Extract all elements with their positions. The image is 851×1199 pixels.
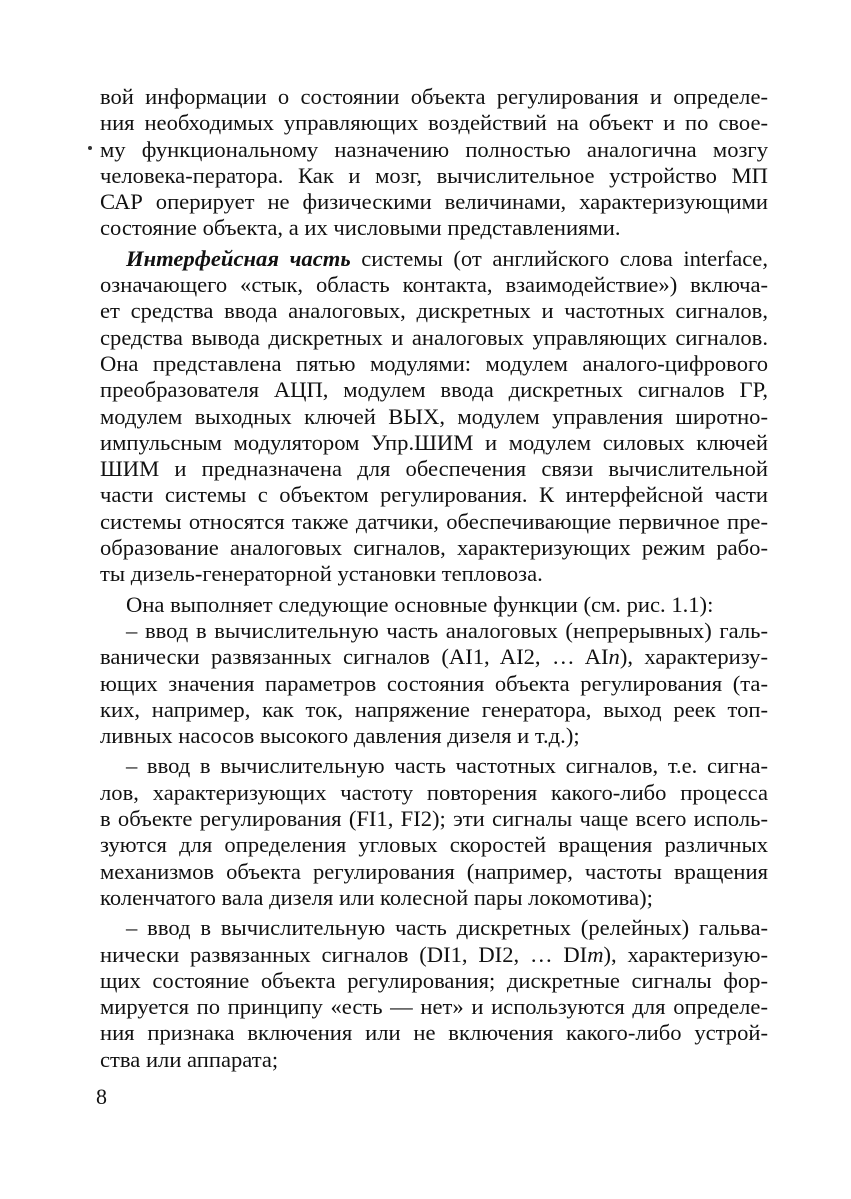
text-line: ет средства ввода аналоговых, дискретных и частотных сигналов, [100, 298, 768, 324]
text-line: системы относятся также датчики, обеспечивающие первичное пре- [100, 508, 768, 534]
text-line: ких, например, как ток, напряжение генератора, выход реек топ- [100, 696, 768, 722]
text-line: щих состояние объекта регулирования; дискретные сигналы фор- [100, 967, 768, 993]
text-line-part: нически развязанных сигналов (DI1, DI2, … DI [100, 941, 588, 967]
interface-term: Интерфейсная часть [126, 245, 351, 271]
text-line: части системы с объектом регулирования. К интерфейсной части [100, 482, 768, 508]
text-line-part: ), характеризу- [619, 644, 768, 670]
text-line: САР оперирует не физическими величинами, характеризующими [100, 189, 768, 215]
body-text [100, 84, 768, 1073]
var-n: n [608, 644, 620, 670]
text-line: Она выполняет следующие основные функции (см. рис. 1.1): [126, 591, 714, 617]
text-line: вой информации о состоянии объекта регулирования и определе- [100, 84, 768, 109]
var-m: m [587, 941, 604, 967]
text-line [100, 942, 768, 968]
text-line: коленчатого вала дизеля или колесной пары локомотива); [100, 884, 653, 910]
text-line-part: ), характеризую- [603, 941, 768, 967]
margin-dot [88, 146, 92, 150]
text-line: мируется по принципу «есть — нет» и используются для определе- [100, 994, 768, 1020]
text-line: механизмов объекта регулирования (например, частоты вращения [100, 858, 768, 884]
text-line: состояние объекта, а их числовыми представлениями. [100, 215, 621, 241]
text-line: Она представлена пятью модулями: модулем аналого-цифрового [100, 350, 768, 376]
text-line: лов, характеризующих частоту повторения какого-либо процесса [100, 779, 768, 805]
text-line: означающего «стык, область контакта, взаимодействие») включа- [100, 272, 768, 298]
text-line: средства вывода дискретных и аналоговых управляющих сигналов. [100, 324, 768, 350]
text-line: модулем выходных ключей ВЫХ, модулем управления широтно- [100, 403, 768, 429]
text-line: – ввод в вычислительную часть частотных сигналов, т.е. сигна- [126, 753, 768, 779]
text-line: – ввод в вычислительную часть дискретных (релейных) гальва- [126, 915, 768, 941]
text-line: ния необходимых управляющих воздействий на объект и по свое- [100, 110, 768, 136]
text-line: в объекте регулирования (FI1, FI2); эти сигналы чаще всего исполь- [100, 806, 768, 832]
text-line: ты дизель-генераторной установки тепловоза. [100, 561, 543, 587]
text-line: ства или аппарата; [100, 1046, 279, 1072]
text-line: импульсным модулятором Упр.ШИМ и модулем силовых ключей [100, 429, 768, 455]
text-line [100, 246, 768, 272]
text-line: зуются для определения угловых скоростей вращения различных [100, 832, 768, 858]
text-line: ющих значения параметров состояния объекта регулирования (та- [100, 670, 768, 696]
text-line: – ввод в вычислительную часть аналоговых (непрерывных) галь- [126, 617, 768, 643]
text-line: преобразователя АЦП, модулем ввода дискретных сигналов ГР, [100, 377, 768, 403]
text-line: образование аналоговых сигналов, характеризующих режим рабо- [100, 535, 768, 561]
text-line-part: ванически развязанных сигналов (AI1, AI2, … AI [100, 644, 609, 670]
text-line: му функциональному назначению полностью аналогична мозгу [100, 136, 768, 162]
text-line: ния признака включения или не включения какого-либо устрой- [100, 1020, 768, 1046]
text-line: человека-ператора. Как и мозг, вычислительное устройство МП [100, 162, 768, 188]
text-line-part: системы (от английского слова interface, [361, 245, 768, 271]
text-line: ливных насосов высокого давления дизеля и т.д.); [100, 723, 580, 749]
page-number: 8 [96, 1084, 107, 1109]
text-line: ШИМ и предназначена для обеспечения связи вычислительной [100, 456, 768, 482]
text-line [100, 644, 768, 670]
